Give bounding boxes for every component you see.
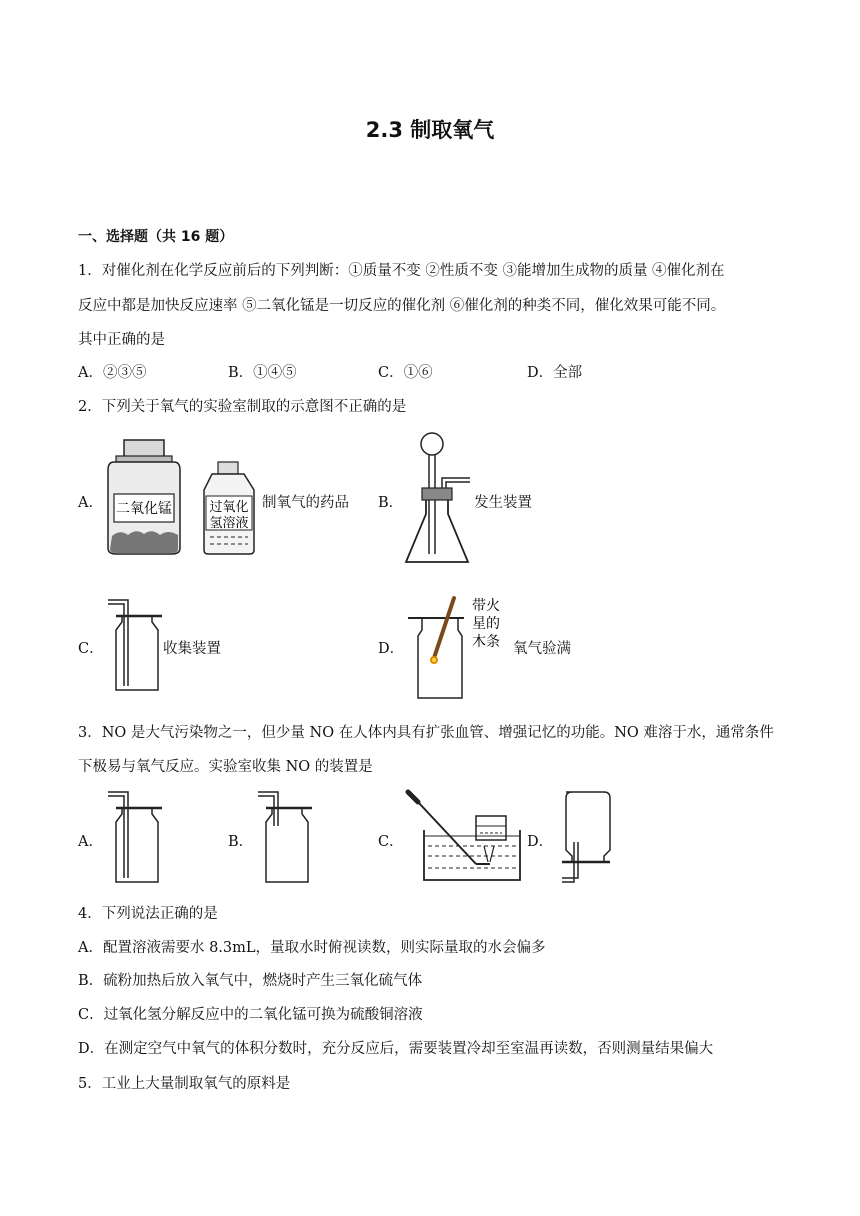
q1-option-d[interactable]: D．全部 — [527, 365, 583, 381]
q3-inverted-bottle-figure — [556, 790, 614, 884]
q3-water-displacement-figure — [404, 786, 526, 884]
mno2-label: 二氧化锰 — [116, 501, 172, 517]
splint-label-3: 木条 — [472, 634, 500, 650]
q4-stem: 4．下列说法正确的是 — [78, 906, 218, 922]
q2-option-b[interactable]: B． — [378, 495, 404, 511]
q2-caption-a: 制氧气的药品 — [262, 495, 349, 511]
q2-option-c[interactable]: C． — [78, 641, 104, 657]
q1-line-2: 反应中都是加快反应速率 ⑤二氧化锰是一切反应的催化剂 ⑥催化剂的种类不同，催化效果可能不同。 — [78, 298, 726, 314]
q2-option-d[interactable]: D． — [378, 641, 405, 657]
q1-line-3: 其中正确的是 — [78, 332, 165, 348]
h2o2-label-1: 过氧化 — [209, 500, 249, 515]
q3-option-a[interactable]: A． — [78, 834, 103, 850]
q3-bottle-a-figure — [104, 790, 162, 884]
q3-line-1: 3．NO 是大气污染物之一，但少量 NO 在人体内具有扩张血管、增强记忆的功能。NO 难溶于水，通常条件 — [78, 725, 774, 741]
q2-caption-b: 发生装置 — [474, 495, 532, 511]
q5-stem: 5．工业上大量制取氧气的原料是 — [78, 1076, 291, 1092]
q4-option-c[interactable]: C．过氧化氢分解反应中的二氧化锰可换为硫酸铜溶液 — [78, 1007, 423, 1023]
collection-bottle-figure — [104, 598, 162, 692]
h2o2-label-2: 氢溶液 — [209, 516, 249, 531]
q4-option-b[interactable]: B．硫粉加热后放入氧气中，燃烧时产生三氧化硫气体 — [78, 973, 423, 989]
q3-option-c[interactable]: C． — [378, 834, 404, 850]
q2-caption-d: 氧气验满 — [513, 641, 571, 657]
q2-caption-c: 收集装置 — [163, 641, 221, 657]
q3-option-d[interactable]: D． — [527, 834, 554, 850]
q1-option-b[interactable]: B．①④⑤ — [228, 365, 297, 381]
q3-option-b[interactable]: B． — [228, 834, 254, 850]
q1-option-c[interactable]: C．①⑥ — [378, 365, 433, 381]
q2-option-a[interactable]: A． — [78, 495, 103, 511]
q4-option-a[interactable]: A．配置溶液需要水 8.3mL，量取水时俯视读数，则实际量取的水会偏多 — [78, 940, 546, 956]
generator-apparatus-figure — [402, 430, 472, 570]
oxygen-full-test-figure — [408, 596, 508, 700]
reagent-bottles-figure — [106, 436, 262, 558]
q1-option-a[interactable]: A．②③⑤ — [78, 365, 147, 381]
q3-bottle-b-figure — [256, 790, 314, 884]
page-title: 2.3 制取氧气 — [365, 118, 495, 142]
splint-label-2: 星的 — [472, 616, 500, 632]
q4-option-d[interactable]: D．在测定空气中氧气的体积分数时，充分反应后，需要装置冷却至室温再读数，否则测量结果偏大 — [78, 1041, 714, 1057]
q3-line-2: 下极易与氧气反应。实验室收集 NO 的装置是 — [78, 759, 373, 775]
splint-label-1: 带火 — [472, 598, 500, 614]
q2-stem: 2．下列关于氧气的实验室制取的示意图不正确的是 — [78, 399, 407, 415]
section-heading: 一、选择题（共 16 题） — [78, 229, 234, 245]
q1-line-1: 1．对催化剂在化学反应前后的下列判断：①质量不变 ②性质不变 ③能增加生成物的质量 ④催化剂在 — [78, 263, 725, 279]
